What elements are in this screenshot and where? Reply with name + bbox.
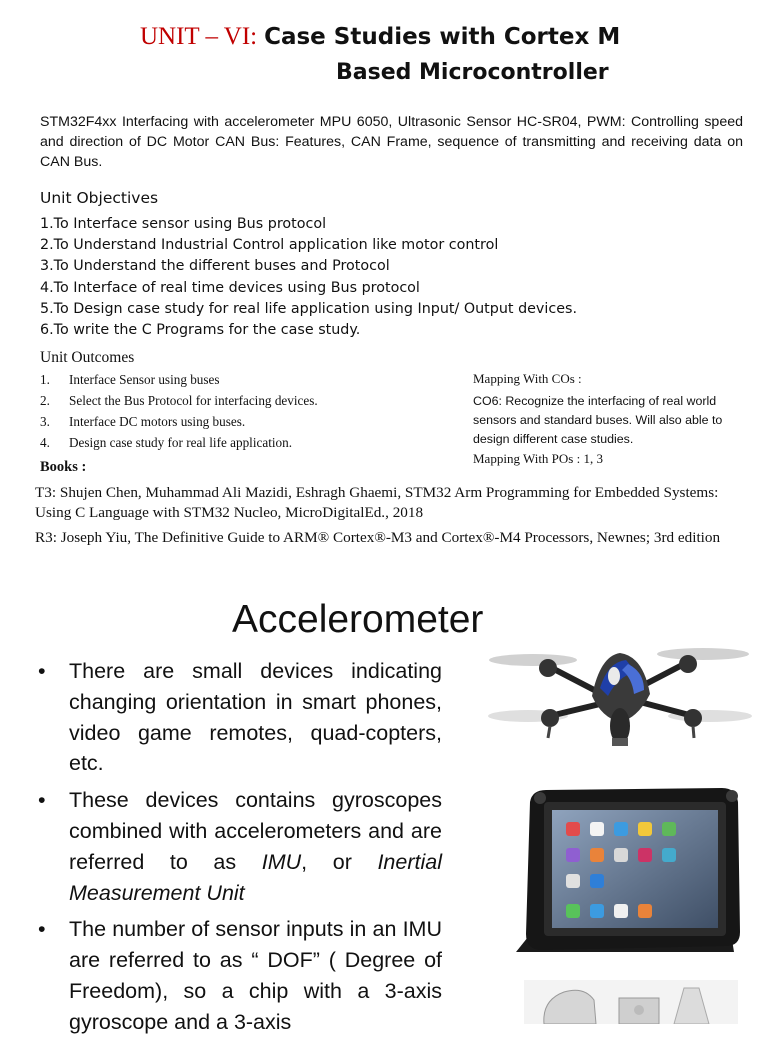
objective-item: 4.To Interface of real time devices using Bus protocol [40,279,420,296]
objective-item: 2.To Understand Industrial Control application like motor control [40,237,499,254]
bullet-item: • There are small devices indicating changing orientation in smart phones, video game remotes, quad-copters, etc. [36,656,442,779]
bullet-italic-imu: IMU [261,849,302,874]
outcome-number: 2. [40,393,50,408]
slide-title: Accelerometer [232,598,484,641]
bullet-italic-inertial: Inertial Measurement Unit [69,849,442,905]
outcome-text: Interface DC motors using buses. [69,414,246,429]
outcome-item [40,411,318,432]
outcome-text: Interface Sensor using buses [69,372,220,387]
unit-label: UNIT – VI: [140,23,258,50]
objective-item: 3.To Understand the different buses and Protocol [40,258,390,275]
tablet-in-case-image [496,782,746,960]
mapping-pos-label: Mapping With POs : 1, 3 [473,451,603,466]
quadcopter-drone-icon [488,638,753,758]
bullet-text: , or [301,849,378,874]
objective-item: 5.To Design case study for real life application using Input/ Output devices. [40,300,578,317]
co6-text: CO6: Recognize the interfacing of real world sensors and standard buses. Will also able to design different case studies. [473,394,723,446]
title-line1: Case Studies with Cortex M [264,24,621,50]
mapping-cos-label: Mapping With COs : [473,371,582,386]
book-reference-r3: R3: Joseph Yiu, The Definitive Guide to ARM® Cortex®-M3 and Cortex®-M4 Processors, Newnes; 3rd edition [35,529,721,546]
bullet-item [36,785,442,908]
tablet-icon [496,782,746,960]
slide-bullets [36,656,442,1044]
outcome-text: Design case study for real life application. [69,435,293,450]
outcome-text: Select the Bus Protocol for interfacing devices. [69,393,318,408]
outcomes-list [40,369,318,453]
outcome-item [40,390,318,411]
sensor-chip-image [524,980,738,1024]
intro-paragraph: STM32F4xx Interfacing with accelerometer MPU 6050, Ultrasonic Sensor HC-SR04, PWM: Controlling speed and direction of DC Motor CAN Bus: Features, CAN Frame, sequence of transmitting and receiving data on CAN Bus. [40,114,743,170]
sensor-chip-icon [524,980,738,1024]
book-reference-t3: T3: Shujen Chen, Muhammad Ali Mazidi, Eshragh Ghaemi, STM32 Arm Programming for Embedded Systems: Using C Language with STM32 Nucleo, MicroDigitalEd., 2018 [35,484,719,521]
bullet-text: These devices contains gyroscopes combined with accelerometers and are referred to as [69,788,442,874]
objectives-heading: Unit Objectives [40,189,159,207]
books-heading: Books : [40,459,87,475]
title-line2: Based Microcontroller [336,60,609,85]
outcome-number: 3. [40,414,50,429]
quadcopter-drone-image [488,638,753,758]
objectives-list [40,214,577,341]
objective-item: 1.To Interface sensor using Bus protocol [40,216,327,232]
bullet-item: • The number of sensor inputs in an IMU are referred to as “ DOF” ( Degree of Freedom), so a chip with a 3-axis gyroscope and a 3-axis [36,914,442,1037]
outcome-item [40,432,318,453]
outcome-number: 1. [40,372,50,387]
page-title [140,22,620,51]
outcome-number: 4. [40,435,50,450]
outcomes-heading: Unit Outcomes [40,349,135,366]
outcome-item [40,369,318,390]
objective-item: 6.To write the C Programs for the case study. [40,322,361,339]
